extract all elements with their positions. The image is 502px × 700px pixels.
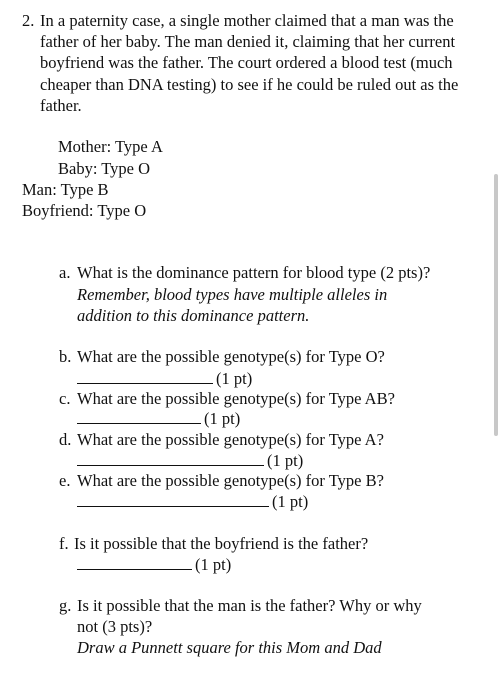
boyfriend-blood-type: Boyfriend: Type O [22, 201, 147, 220]
part-e-answer-row [77, 491, 308, 512]
part-a-note-line1: Remember, blood types have multiple alleles in [77, 285, 388, 304]
part-b-points: (1 pt) [216, 369, 253, 388]
part-c-answer-blank[interactable] [77, 409, 201, 424]
part-a-label: a. [59, 263, 71, 282]
part-d-label: d. [59, 430, 72, 449]
part-a-question: What is the dominance pattern for blood type (2 pts)? [77, 263, 431, 282]
part-d-answer-blank[interactable] [77, 451, 264, 466]
part-e-label: e. [59, 471, 71, 490]
baby-blood-type: Baby: Type O [58, 159, 151, 178]
part-f-label: f. [59, 534, 69, 553]
part-f-question: Is it possible that the boyfriend is the father? [74, 534, 369, 553]
part-d-question: What are the possible genotype(s) for Type A? [77, 430, 384, 449]
part-b-label: b. [59, 347, 72, 366]
part-b-answer-blank[interactable] [77, 369, 213, 384]
part-d-points: (1 pt) [267, 451, 304, 470]
part-d-answer-row [77, 450, 303, 471]
part-c-question: What are the possible genotype(s) for Type AB? [77, 389, 395, 408]
vertical-scrollbar[interactable] [494, 174, 498, 436]
part-e-points: (1 pt) [272, 492, 309, 511]
part-e-question: What are the possible genotype(s) for Type B? [77, 471, 384, 490]
part-g-question-line2: not (3 pts)? [77, 617, 153, 636]
part-c-label: c. [59, 389, 71, 408]
part-a-note-line2: addition to this dominance pattern. [77, 306, 310, 325]
man-blood-type: Man: Type B [22, 180, 109, 199]
part-f-answer-row [77, 554, 231, 575]
part-g-note: Draw a Punnett square for this Mom and Dad [77, 638, 382, 657]
part-g-question-line1: Is it possible that the man is the father? Why or why [77, 596, 422, 615]
part-e-answer-blank[interactable] [77, 492, 269, 507]
part-f-answer-blank[interactable] [77, 555, 192, 570]
mother-blood-type: Mother: Type A [58, 137, 163, 156]
part-b-answer-row [77, 368, 252, 389]
question-text: In a paternity case, a single mother claimed that a man was the father of her baby. The man denied it, claiming that her current boyfriend was the father. The court ordered a blood test (much cheaper than DNA testing) to see if he could be ruled out as the father. [40, 11, 459, 115]
part-c-points: (1 pt) [204, 409, 241, 428]
part-c-answer-row [77, 408, 240, 429]
part-g-label: g. [59, 596, 72, 615]
part-f-points: (1 pt) [195, 555, 232, 574]
part-b-question: What are the possible genotype(s) for Type O? [77, 347, 385, 366]
question-number: 2. [22, 11, 35, 30]
